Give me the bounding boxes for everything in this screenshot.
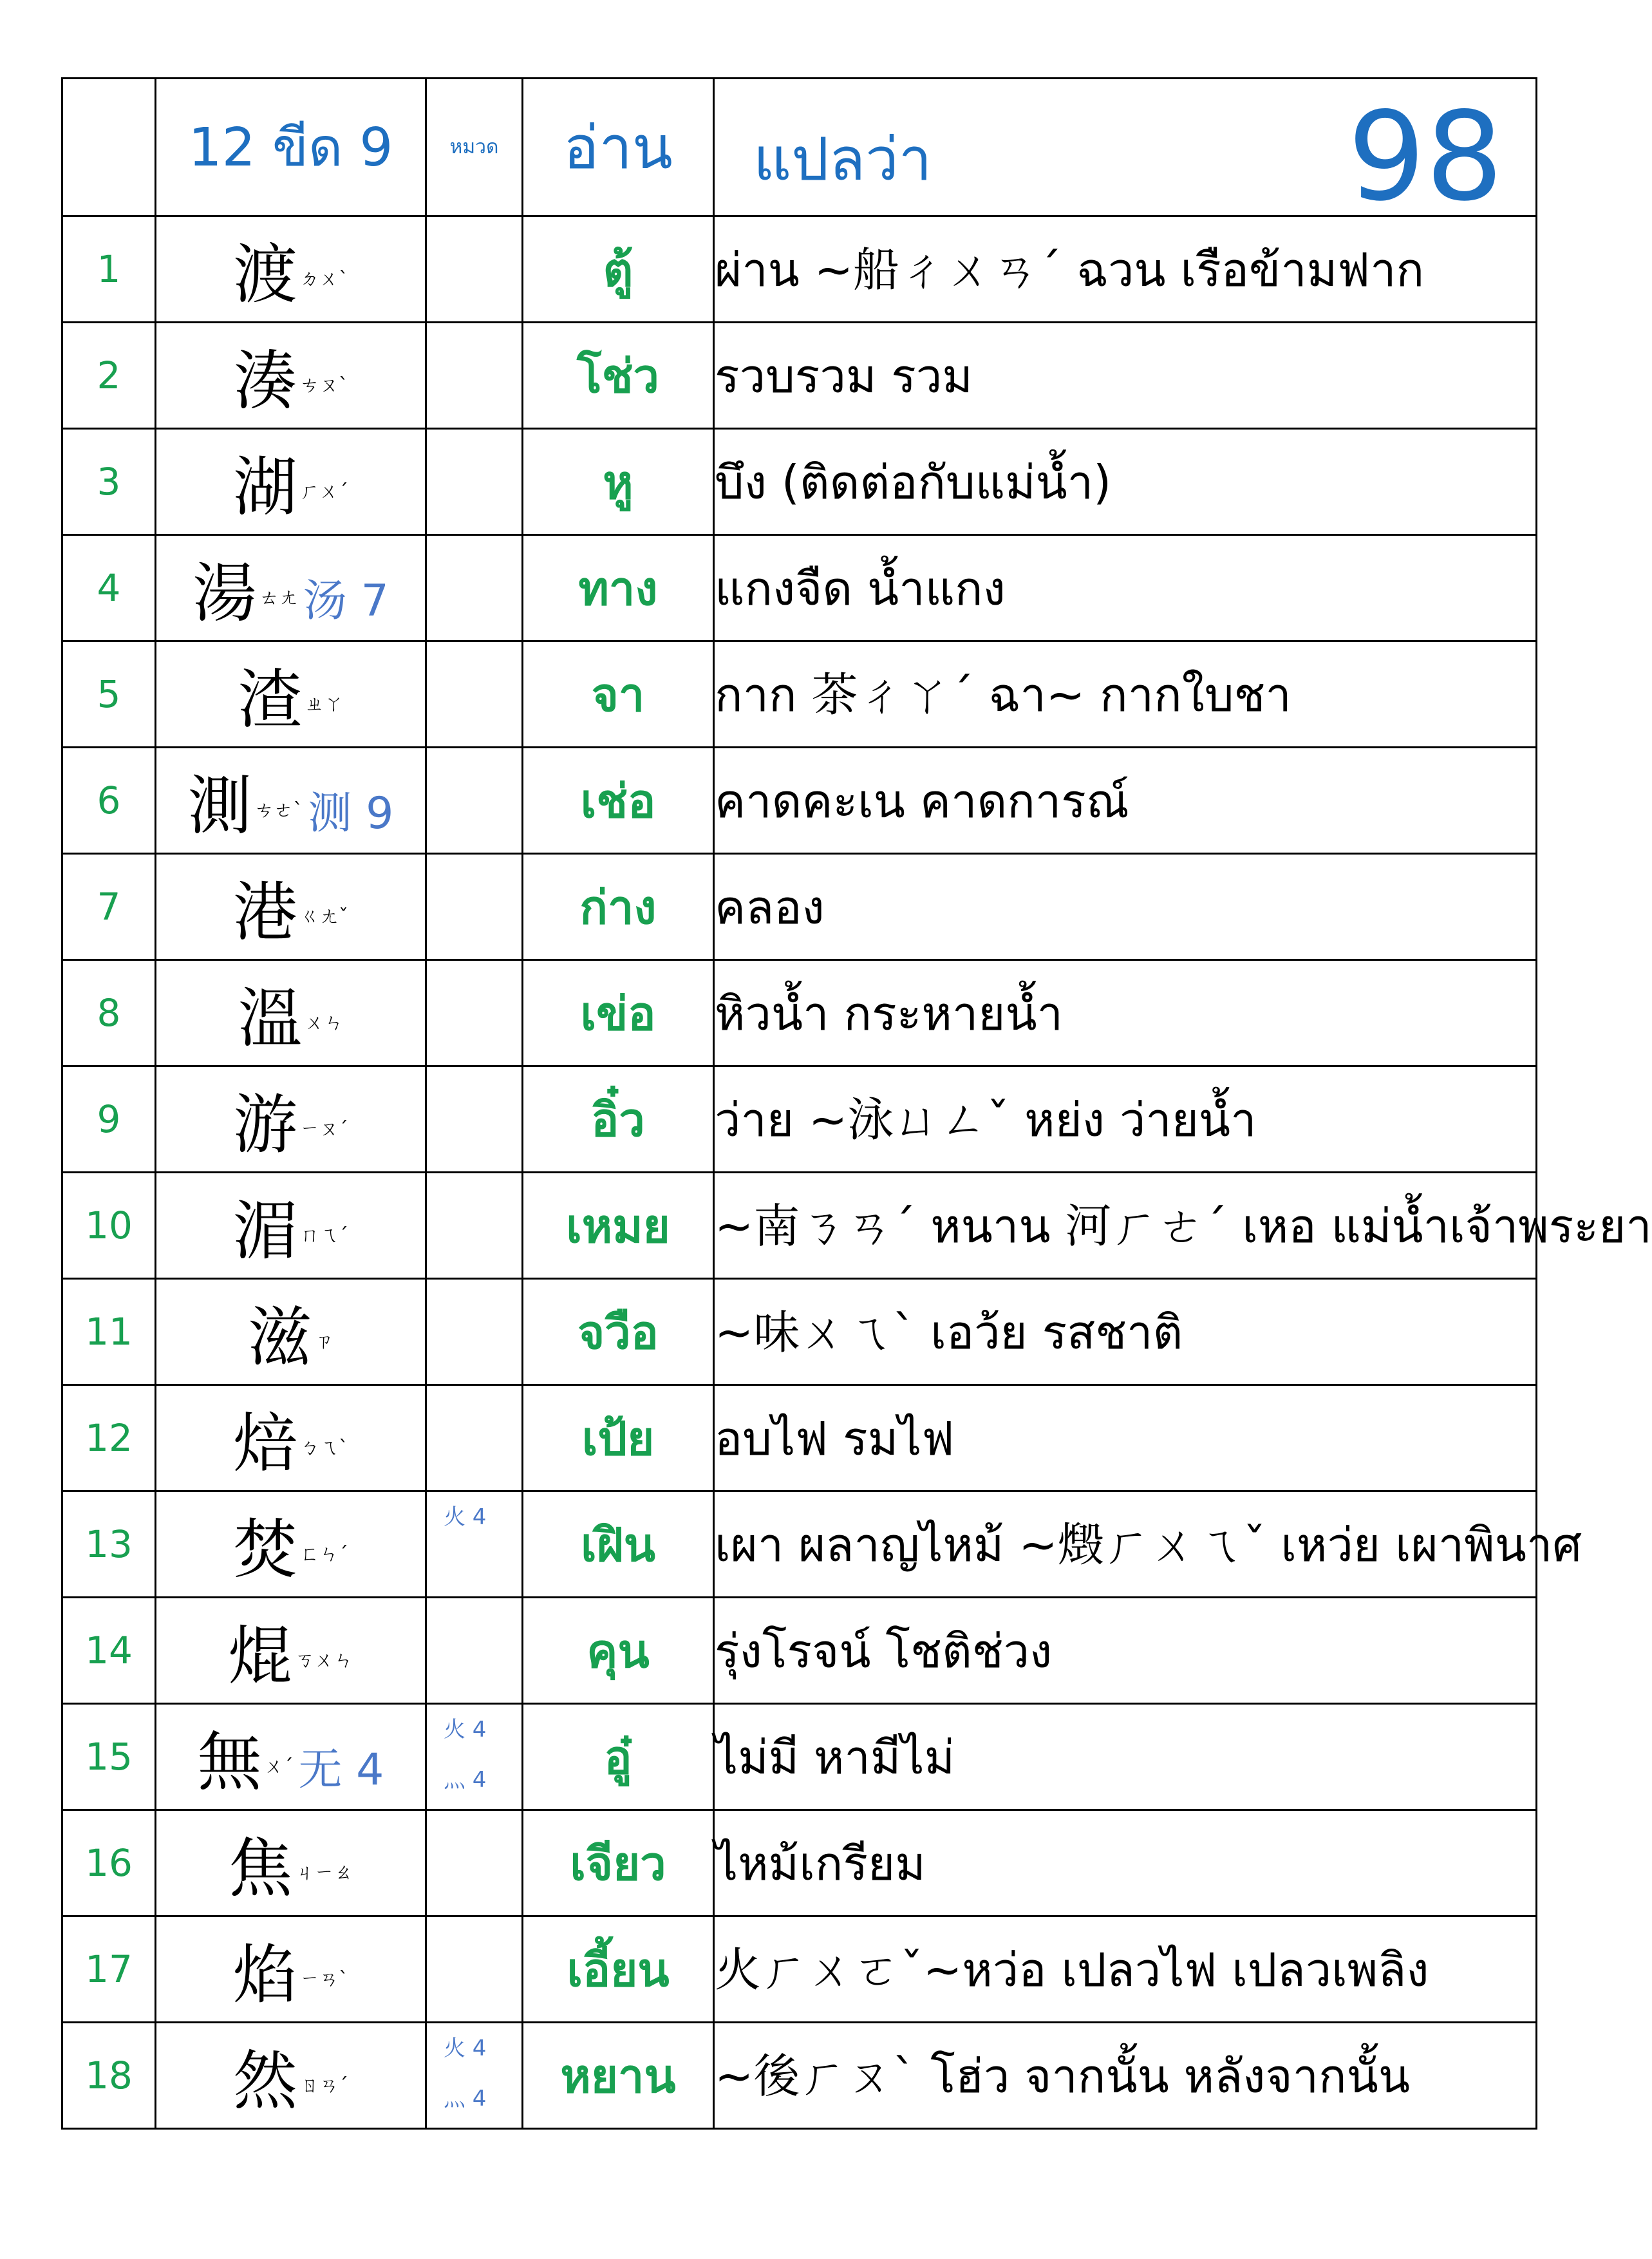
radical-cell (426, 429, 523, 535)
chinese-character: 渣 (238, 662, 303, 737)
row-number: 18 (62, 2023, 156, 2129)
thai-meaning: กาก 茶ㄔㄚˊ ฉา~ กากใบชา (714, 641, 1537, 748)
thai-meaning: อบไฟ รมไฟ (714, 1385, 1537, 1491)
chinese-character: 湯 (192, 556, 258, 631)
header-reading: อ่าน (523, 79, 714, 216)
radical-cell (426, 1810, 523, 1916)
thai-meaning: ว่าย ~泳ㄩㄥˇ หย่ง ว่ายน้ำ (714, 1066, 1537, 1173)
table-row (62, 1491, 1537, 1598)
row-number: 8 (62, 960, 156, 1066)
bopomofo: ㄧㄢˋ (300, 1968, 348, 1990)
table-row (62, 1066, 1537, 1173)
header-number-cell (62, 79, 156, 216)
bopomofo: ㄎㄨㄣ (295, 1649, 353, 1672)
thai-reading: ทาง (523, 535, 714, 641)
header-row (62, 79, 1537, 216)
row-number: 10 (62, 1173, 156, 1279)
chinese-character: 湄 (233, 1193, 297, 1269)
radical-cell (426, 2023, 523, 2129)
radical-label: 灬 4 (444, 2086, 487, 2112)
radical-cell (426, 1704, 523, 1810)
chinese-character: 然 (233, 2043, 297, 2119)
character-cell (156, 1385, 426, 1491)
thai-meaning: ~後ㄏㄡˋ โฮ่ว จากนั้น หลังจากนั้น (714, 2023, 1537, 2129)
row-number: 12 (62, 1385, 156, 1491)
bopomofo: ㄏㄨˊ (300, 480, 348, 503)
row-number: 5 (62, 641, 156, 748)
table-row (62, 960, 1537, 1066)
radical-label: 火 4 (444, 2036, 487, 2061)
chinese-character: 溫 (238, 981, 303, 1056)
bopomofo: ㄓㄚ (305, 693, 344, 715)
thai-reading: เฝิน (523, 1491, 714, 1598)
thai-meaning: คลอง (714, 854, 1537, 960)
radical-cell (426, 1916, 523, 2023)
bopomofo: ㄧㄡˊ (300, 1118, 348, 1140)
thai-meaning: รุ่งโรจน์ โชติช่วง (714, 1598, 1537, 1704)
thai-meaning: รวบรวม รวม (714, 323, 1537, 429)
thai-reading: ก่าง (523, 854, 714, 960)
radical-cell (426, 1598, 523, 1704)
row-number: 16 (62, 1810, 156, 1916)
character-cell (156, 535, 426, 641)
character-cell (156, 641, 426, 748)
bopomofo: ㄨㄣ (305, 1012, 344, 1034)
header-meaning-cell (714, 79, 1537, 228)
chinese-character: 無 (197, 1725, 262, 1800)
table-row (62, 216, 1537, 323)
thai-meaning: 火ㄏㄨㄛˇ~หว่อ เปลวไฟ เปลวเพลิง (714, 1916, 1537, 2023)
bopomofo: ㄉㄨˋ (300, 268, 348, 290)
character-cell (156, 429, 426, 535)
row-number: 3 (62, 429, 156, 535)
table-row (62, 748, 1537, 854)
character-cell (156, 2023, 426, 2129)
character-cell (156, 323, 426, 429)
table-row (62, 854, 1537, 960)
radical-cell (426, 1173, 523, 1279)
row-number: 17 (62, 1916, 156, 2023)
bopomofo: ㄗ (314, 1330, 334, 1353)
thai-reading: หู (523, 429, 714, 535)
row-number: 14 (62, 1598, 156, 1704)
thai-reading: เจียว (523, 1810, 714, 1916)
table-row (62, 1704, 1537, 1810)
page-number: 98 (1347, 86, 1503, 228)
chinese-character: 焜 (228, 1618, 293, 1694)
table-row (62, 535, 1537, 641)
radical-cell (426, 748, 523, 854)
character-cell (156, 1810, 426, 1916)
simplified-form: 汤 7 (303, 576, 389, 627)
thai-reading: เข่อ (523, 960, 714, 1066)
thai-meaning: หิวน้ำ กระหายน้ำ (714, 960, 1537, 1066)
bopomofo: ㄐㄧㄠ (295, 1862, 353, 1884)
bopomofo: ㄅㄟˋ (300, 1437, 348, 1459)
character-cell (156, 1916, 426, 2023)
radical-label: 灬 4 (444, 1767, 487, 1793)
vocabulary-table (61, 77, 1652, 2130)
radical-cell (426, 854, 523, 960)
table-row (62, 1385, 1537, 1491)
thai-meaning: เผา ผลาญไหม้ ~燬ㄏㄨㄟˇ เหว่ย เผาพินาศ (714, 1491, 1537, 1598)
simplified-form: 无 4 (298, 1744, 384, 1795)
row-number: 9 (62, 1066, 156, 1173)
bopomofo: ㄈㄣˊ (300, 1543, 348, 1565)
table-row (62, 1598, 1537, 1704)
thai-meaning: บึง (ติดต่อกับแม่น้ำ) (714, 429, 1537, 535)
thai-reading: เอี้ยน (523, 1916, 714, 2023)
chinese-character: 焰 (233, 1937, 297, 2012)
bopomofo: ㄨˊ (264, 1755, 294, 1778)
bopomofo: ㄘㄜˋ (254, 799, 303, 822)
chinese-character: 游 (233, 1087, 297, 1162)
thai-meaning: ไม่มี หามีไม่ (714, 1704, 1537, 1810)
thai-meaning: ผ่าน ~船ㄔㄨㄢˊ ฉวน เรือข้ามฟาก (714, 216, 1537, 323)
row-number: 15 (62, 1704, 156, 1810)
row-number: 4 (62, 535, 156, 641)
chinese-character: 渡 (233, 237, 297, 312)
table-row (62, 429, 1537, 535)
radical-cell (426, 323, 523, 429)
table-row (62, 641, 1537, 748)
radical-cell (426, 641, 523, 748)
radical-cell (426, 216, 523, 323)
bopomofo: ㄖㄢˊ (300, 2074, 348, 2097)
radical-cell (426, 1385, 523, 1491)
chinese-character: 焦 (228, 1831, 293, 1906)
thai-meaning: ไหม้เกรียม (714, 1810, 1537, 1916)
chinese-character: 焙 (233, 1406, 297, 1481)
table-row (62, 323, 1537, 429)
thai-reading: เช่อ (523, 748, 714, 854)
thai-reading: เป้ย (523, 1385, 714, 1491)
character-cell (156, 854, 426, 960)
table-row (62, 1810, 1537, 1916)
header-radical: หมวด (426, 79, 523, 216)
row-number: 1 (62, 216, 156, 323)
row-number: 2 (62, 323, 156, 429)
character-cell (156, 960, 426, 1066)
header-strokes: 12 ขีด 9 (156, 79, 426, 216)
character-cell (156, 1491, 426, 1598)
simplified-form: 测 9 (308, 788, 394, 839)
chinese-character: 滋 (247, 1300, 312, 1375)
thai-reading: ตู้ (523, 216, 714, 323)
row-number: 6 (62, 748, 156, 854)
thai-meaning: แกงจืด น้ำแกง (714, 535, 1537, 641)
chinese-character: 港 (233, 874, 297, 950)
bopomofo: ㄘㄡˋ (300, 374, 348, 397)
bopomofo: ㄊㄤ (259, 587, 299, 609)
character-cell (156, 1173, 426, 1279)
chinese-character: 測 (187, 768, 252, 844)
radical-cell (426, 535, 523, 641)
radical-label: 火 4 (444, 1717, 487, 1743)
thai-reading: เหมย (523, 1173, 714, 1279)
row-number: 7 (62, 854, 156, 960)
thai-meaning: คาดคะเน คาดการณ์ (714, 748, 1537, 854)
radical-cell (426, 1066, 523, 1173)
character-cell (156, 1598, 426, 1704)
table-row (62, 1173, 1537, 1279)
thai-reading: อิ๋ว (523, 1066, 714, 1173)
table-row (62, 2023, 1537, 2129)
character-cell (156, 1279, 426, 1385)
thai-reading: อู๋ (523, 1704, 714, 1810)
header-meaning: แปลว่า (753, 125, 932, 194)
radical-cell (426, 1491, 523, 1598)
thai-meaning: ~南ㄋㄢˊ หนาน 河ㄏㄜˊ เหอ แม่น้ำเจ้าพระยา (714, 1173, 1537, 1279)
thai-reading: คุน (523, 1598, 714, 1704)
chinese-character: 湖 (233, 449, 297, 525)
character-cell (156, 216, 426, 323)
bopomofo: ㄇㄟˊ (300, 1224, 348, 1247)
radical-cell (426, 960, 523, 1066)
thai-reading: จวือ (523, 1279, 714, 1385)
bopomofo: ㄍㄤˇ (300, 905, 348, 928)
character-cell (156, 1704, 426, 1810)
thai-reading: จา (523, 641, 714, 748)
chinese-character: 湊 (233, 343, 297, 419)
row-number: 13 (62, 1491, 156, 1598)
character-cell (156, 748, 426, 854)
chinese-character: 焚 (233, 1512, 297, 1587)
thai-reading: โช่ว (523, 323, 714, 429)
table-row (62, 1916, 1537, 2023)
radical-cell (426, 1279, 523, 1385)
thai-meaning: ~味ㄨㄟˋ เอว้ย รสชาติ (714, 1279, 1537, 1385)
character-cell (156, 1066, 426, 1173)
table-row (62, 1279, 1537, 1385)
radical-label: 火 4 (444, 1504, 487, 1530)
row-number: 11 (62, 1279, 156, 1385)
thai-reading: หยาน (523, 2023, 714, 2129)
